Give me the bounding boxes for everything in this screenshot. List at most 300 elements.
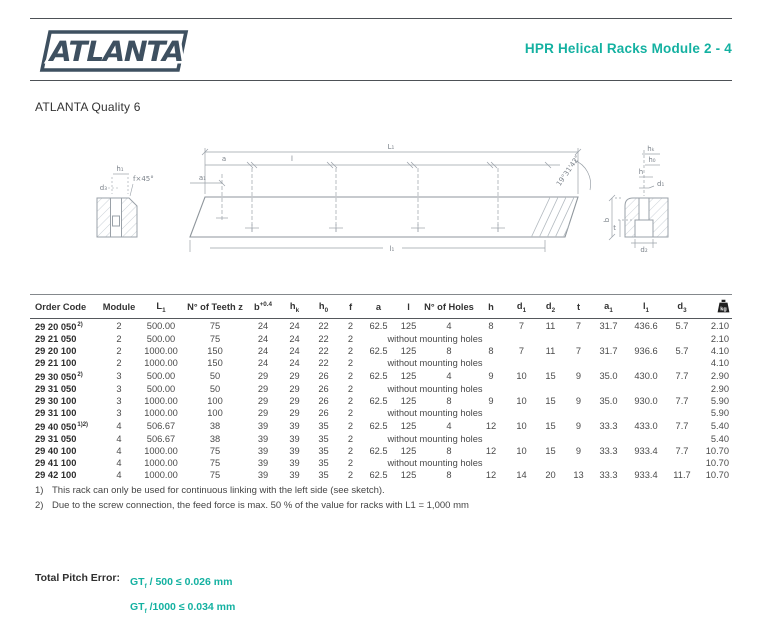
- column-header: $a_1$: [592, 295, 625, 319]
- cell-module: 3: [116, 408, 122, 419]
- dim-label-chamfer: f×45°: [133, 175, 154, 183]
- cell-b: 24: [257, 321, 269, 332]
- cell-h0: 22: [318, 346, 329, 357]
- cell-a1: 35.0: [599, 371, 618, 382]
- column-header: $h_0$: [309, 295, 338, 319]
- cell-a1: [592, 383, 625, 395]
- cell-L1: 500.00: [146, 371, 176, 382]
- cell-d3: [667, 407, 697, 419]
- cell-h: 12: [485, 470, 497, 481]
- cell-b: 39: [257, 458, 269, 469]
- cell-a: 62.5: [369, 396, 388, 407]
- cell-d2: 15: [545, 396, 556, 407]
- cell-teeth: 100: [207, 396, 223, 407]
- cell-h0: 35: [318, 434, 329, 445]
- cell-hk: 29: [289, 396, 300, 407]
- cell-a: 62.5: [369, 421, 388, 432]
- page-title: HPR Helical Racks Module 2 - 4: [524, 41, 732, 56]
- cell-d2: [536, 357, 565, 369]
- atlanta-logo: [33, 27, 193, 82]
- cell-a1: 31.7: [599, 321, 618, 332]
- cell-d1: 14: [516, 470, 527, 481]
- cell-h0: 35: [318, 421, 329, 432]
- cell-l: 125: [400, 421, 417, 432]
- cell-kg: 10.70: [705, 446, 729, 457]
- cell-module: 2: [116, 358, 122, 369]
- cell-d3: 11.7: [673, 470, 691, 481]
- cell-d3: [667, 433, 697, 445]
- cell-d3: 7.7: [675, 446, 689, 457]
- cell-kg: 10.70: [705, 458, 729, 469]
- cell-f: 2: [347, 346, 354, 357]
- cell-l: 125: [400, 346, 417, 357]
- cell-module: 4: [116, 470, 122, 481]
- cell-h0: 35: [318, 470, 329, 481]
- cell-kg: 2.10: [710, 321, 729, 332]
- cell-d3: 7.7: [675, 371, 689, 382]
- cell-l1: [625, 433, 667, 445]
- cell-h0: 35: [318, 446, 329, 457]
- spec-table-header-row: [30, 295, 732, 319]
- footnote-number: 2): [35, 499, 44, 511]
- cell-without-holes: without mounting holes: [387, 408, 483, 419]
- cell-d3: [667, 457, 697, 469]
- cell-a1: 33.3: [599, 446, 618, 457]
- cell-hk: 24: [289, 334, 300, 345]
- table-row: [30, 407, 732, 419]
- cell-t: 7: [575, 321, 582, 332]
- dim-label-d1: d₁: [657, 180, 665, 188]
- cell-module: 2: [116, 321, 122, 332]
- cell-order-code: 29 31 050: [35, 384, 77, 395]
- spec-table-container: [30, 294, 732, 481]
- cell-a1: 33.3: [599, 421, 618, 432]
- column-header: Module: [100, 295, 138, 319]
- cell-t: [565, 407, 592, 419]
- cell-L1: 1000.00: [144, 346, 178, 357]
- cell-module: 4: [116, 421, 122, 432]
- table-row: [30, 433, 732, 445]
- cell-a1: [592, 357, 625, 369]
- cell-b: 39: [257, 470, 269, 481]
- cell-l1: 933.4: [634, 470, 658, 481]
- cell-l1: [625, 407, 667, 419]
- cell-hk: 29: [289, 384, 300, 395]
- cell-l1: [625, 333, 667, 345]
- cell-holes: 4: [446, 321, 452, 332]
- cell-l: 125: [400, 396, 417, 407]
- pitch-error-line-1000: $GT_f$ /1000 ≤ 0.034 mm: [130, 601, 236, 616]
- dim-label-hk: hₖ: [647, 145, 655, 153]
- dim-label-a1: a₁: [198, 174, 206, 182]
- cell-a: 62.5: [369, 470, 388, 481]
- spec-table: [30, 294, 732, 481]
- cell-d1: [507, 407, 536, 419]
- table-row: [30, 457, 732, 469]
- dim-label-l: l: [291, 155, 293, 163]
- cell-L1: 500.00: [146, 384, 176, 395]
- cell-d2: [536, 333, 565, 345]
- cell-module: 2: [116, 334, 122, 345]
- cell-t: [565, 433, 592, 445]
- cell-d1: 7: [518, 321, 525, 332]
- cell-h0: 22: [318, 321, 329, 332]
- cell-b: 24: [257, 346, 269, 357]
- cell-order-code: 29 30 100: [35, 396, 77, 407]
- cell-kg: 5.90: [710, 396, 729, 407]
- cell-a1: [592, 333, 625, 345]
- cell-l1: 936.6: [634, 346, 658, 357]
- header-rule-top: [30, 18, 732, 19]
- cell-teeth: 150: [207, 346, 223, 357]
- cell-l1: 933.4: [634, 446, 658, 457]
- cell-l: 125: [400, 446, 417, 457]
- cell-a1: 31.7: [599, 346, 618, 357]
- cell-d1: 7: [518, 346, 525, 357]
- cell-f: 2: [347, 334, 354, 345]
- cell-t: [565, 383, 592, 395]
- logo-text: ATLANTA: [46, 35, 187, 68]
- cell-holes: 8: [446, 470, 452, 481]
- table-row: [30, 345, 732, 357]
- cell-L1: 1000.00: [144, 396, 178, 407]
- cell-without-holes: without mounting holes: [387, 384, 483, 395]
- column-header: $d_1$: [507, 295, 536, 319]
- table-row: [30, 369, 732, 383]
- cell-a: 62.5: [369, 321, 388, 332]
- cell-l1: 430.0: [634, 371, 658, 382]
- footnote-2: [35, 499, 469, 514]
- cell-h0: 26: [318, 384, 329, 395]
- pitch-error-label: Total Pitch Error:: [35, 572, 120, 584]
- cell-L1: 500.00: [146, 334, 176, 345]
- footnote-1: [35, 484, 469, 499]
- dim-label-L1: L₁: [387, 143, 395, 151]
- cell-a1: [592, 433, 625, 445]
- table-row: [30, 357, 732, 369]
- cell-module: 4: [116, 458, 122, 469]
- cell-holes: 4: [446, 371, 452, 382]
- cell-d1: 10: [516, 421, 527, 432]
- spec-table-body: [30, 319, 732, 482]
- cell-d2: 15: [545, 371, 556, 382]
- cell-holes: 8: [446, 346, 452, 357]
- dim-label-h1: h₁: [116, 165, 124, 173]
- cell-b: 39: [257, 421, 269, 432]
- cell-order-code: 29 31 050: [35, 434, 77, 445]
- cell-t: 13: [573, 470, 584, 481]
- cell-hk: 24: [289, 358, 300, 369]
- cell-t: 9: [575, 396, 582, 407]
- weight-kg-icon: [697, 295, 732, 319]
- footnotes: [35, 484, 469, 513]
- svg-text:kg: kg: [720, 306, 727, 313]
- cell-t: [565, 457, 592, 469]
- cell-d2: [536, 433, 565, 445]
- cell-teeth: 38: [209, 421, 221, 432]
- cell-order-code: 29 30 050$^{2)}$: [35, 372, 83, 383]
- cell-kg: 5.90: [710, 408, 729, 419]
- cell-d1: 10: [516, 446, 527, 457]
- cell-holes: 8: [446, 446, 452, 457]
- cell-L1: 506.67: [146, 434, 176, 445]
- table-row: [30, 395, 732, 407]
- cell-a: 62.5: [369, 346, 388, 357]
- cell-kg: 2.90: [710, 384, 729, 395]
- cell-d2: 20: [545, 470, 556, 481]
- cell-b: 39: [257, 434, 269, 445]
- cell-teeth: 50: [209, 384, 221, 395]
- cell-d1: [507, 457, 536, 469]
- dim-label-t: t: [613, 224, 616, 232]
- cell-a1: 35.0: [599, 396, 618, 407]
- cell-teeth: 100: [207, 408, 223, 419]
- cell-d1: 10: [516, 371, 527, 382]
- cell-l1: 930.0: [634, 396, 658, 407]
- cell-order-code: 29 41 100: [35, 458, 77, 469]
- cell-l1: [625, 383, 667, 395]
- cell-f: 2: [347, 458, 354, 469]
- cell-kg: 2.90: [710, 371, 729, 382]
- cell-module: 3: [116, 384, 122, 395]
- cell-d3: [667, 357, 697, 369]
- cell-module: 4: [116, 446, 122, 457]
- cell-holes: 4: [446, 421, 452, 432]
- cell-L1: 506.67: [146, 421, 176, 432]
- cell-d3: 5.7: [675, 346, 689, 357]
- column-header: h: [475, 295, 507, 319]
- cell-order-code: 29 21 050: [35, 334, 77, 345]
- header-rule-bottom: [30, 80, 732, 81]
- footnote-number: 1): [35, 485, 44, 496]
- cell-h0: 26: [318, 408, 329, 419]
- cell-hk: 39: [289, 434, 300, 445]
- quality-subtitle: ATLANTA Quality 6: [35, 100, 141, 114]
- cross-section-view: [609, 150, 668, 248]
- cell-d3: [667, 333, 697, 345]
- cell-teeth: 75: [209, 334, 221, 345]
- cell-d3: 7.7: [675, 421, 689, 432]
- cell-teeth: 38: [209, 434, 221, 445]
- cell-b: 29: [257, 396, 269, 407]
- cell-l: 125: [400, 470, 417, 481]
- cell-d2: 15: [545, 446, 556, 457]
- cell-L1: 1000.00: [144, 408, 178, 419]
- cell-a: 62.5: [369, 371, 388, 382]
- cell-L1: 1000.00: [144, 358, 178, 369]
- cell-t: [565, 357, 592, 369]
- cell-d2: [536, 383, 565, 395]
- column-header: $d_2$: [536, 295, 565, 319]
- cell-b: 29: [257, 371, 269, 382]
- cell-f: 2: [347, 384, 354, 395]
- cell-d1: [507, 357, 536, 369]
- column-header: f: [338, 295, 363, 319]
- cell-order-code: 29 31 100: [35, 408, 77, 419]
- cell-without-holes: without mounting holes: [387, 434, 483, 445]
- cell-a1: 33.3: [599, 470, 618, 481]
- cell-kg: 4.10: [710, 358, 729, 369]
- cell-b: 24: [257, 334, 269, 345]
- cell-t: 9: [575, 421, 582, 432]
- dim-label-b: b: [603, 217, 611, 223]
- cell-hk: 39: [289, 421, 300, 432]
- footnote-text: This rack can only be used for continuous linking with the left side (see sketch).: [52, 485, 385, 496]
- cell-order-code: 29 20 100: [35, 346, 77, 357]
- cell-h: 8: [488, 346, 494, 357]
- table-row: [30, 419, 732, 433]
- cell-kg: 10.70: [705, 470, 729, 481]
- dim-label-l1: l₁: [389, 245, 395, 253]
- cell-order-code: 29 42 100: [35, 470, 77, 481]
- column-header: N° of Holes: [423, 295, 475, 319]
- cell-h: 8: [488, 321, 494, 332]
- cell-a1: [592, 407, 625, 419]
- cell-d1: 10: [516, 396, 527, 407]
- cell-t: 9: [575, 446, 582, 457]
- cell-t: 9: [575, 371, 582, 382]
- cell-l1: 433.0: [634, 421, 658, 432]
- cell-teeth: 50: [209, 371, 221, 382]
- cell-L1: 500.00: [146, 321, 176, 332]
- cell-t: 7: [575, 346, 582, 357]
- helix-angle-label: 19°31'42": [554, 154, 582, 188]
- cell-a: 62.5: [369, 446, 388, 457]
- cell-order-code: 29 20 050$^{2)}$: [35, 322, 83, 333]
- cell-f: 2: [347, 434, 354, 445]
- cell-hk: 39: [289, 446, 300, 457]
- cell-h: 12: [485, 421, 497, 432]
- cell-without-holes: without mounting holes: [387, 458, 483, 469]
- cell-f: 2: [347, 371, 354, 382]
- cell-f: 2: [347, 358, 354, 369]
- table-row: [30, 333, 732, 345]
- cell-L1: 1000.00: [144, 458, 178, 469]
- cell-hk: 29: [289, 408, 300, 419]
- cell-d1: [507, 333, 536, 345]
- cell-d2: 15: [545, 421, 556, 432]
- cell-d2: 11: [545, 346, 556, 357]
- cell-l: 125: [400, 321, 417, 332]
- cell-kg: 5.40: [710, 434, 729, 445]
- column-header: Order Code: [30, 295, 100, 319]
- cell-without-holes: without mounting holes: [387, 334, 483, 345]
- cell-d3: [667, 383, 697, 395]
- cell-h: 9: [488, 371, 494, 382]
- cell-h: 12: [485, 446, 497, 457]
- cell-hk: 24: [289, 321, 300, 332]
- cell-order-code: 29 40 100: [35, 446, 77, 457]
- cell-d1: [507, 433, 536, 445]
- cell-f: 2: [347, 421, 354, 432]
- column-header: $d_3$: [667, 295, 697, 319]
- cell-module: 2: [116, 346, 122, 357]
- cell-b: 39: [257, 446, 269, 457]
- cell-b: 29: [257, 408, 269, 419]
- cell-f: 2: [347, 470, 354, 481]
- cell-teeth: 75: [209, 458, 221, 469]
- dim-label-d3: d₃: [99, 184, 107, 192]
- cell-teeth: 75: [209, 446, 221, 457]
- dim-label-d2: d₂: [640, 246, 648, 254]
- column-header: $b^{+0.4}$: [246, 295, 280, 319]
- cell-L1: 1000.00: [144, 446, 178, 457]
- cell-l1: [625, 457, 667, 469]
- cell-module: 3: [116, 371, 122, 382]
- cell-kg: 2.10: [710, 334, 729, 345]
- cell-d3: 7.7: [675, 396, 689, 407]
- pitch-error-line-500: $GT_f / 500 \le 0.026$ mm: [130, 576, 233, 591]
- cell-l: 125: [400, 371, 417, 382]
- cell-module: 3: [116, 396, 122, 407]
- column-header: a: [363, 295, 394, 319]
- cell-f: 2: [347, 321, 354, 332]
- table-row: [30, 469, 732, 481]
- cell-d3: 5.7: [675, 321, 689, 332]
- cell-h0: 22: [318, 358, 329, 369]
- cell-teeth: 75: [209, 470, 221, 481]
- cell-kg: 4.10: [710, 346, 729, 357]
- cell-b: 24: [257, 358, 269, 369]
- cell-teeth: 150: [207, 358, 223, 369]
- dim-label-a: a: [221, 155, 227, 163]
- column-header: N° of Teeth z: [184, 295, 246, 319]
- column-header: l: [394, 295, 423, 319]
- cell-h: 9: [488, 396, 494, 407]
- rack-side-view: [190, 148, 591, 252]
- cell-teeth: 75: [209, 321, 221, 332]
- column-header: t: [565, 295, 592, 319]
- cell-f: 2: [347, 396, 354, 407]
- cell-f: 2: [347, 408, 354, 419]
- table-row: [30, 319, 732, 334]
- column-header: $l_1$: [625, 295, 667, 319]
- cell-t: [565, 333, 592, 345]
- cell-l1: [625, 357, 667, 369]
- cell-hk: 39: [289, 458, 300, 469]
- cell-f: 2: [347, 446, 354, 457]
- cell-l1: 436.6: [634, 321, 658, 332]
- cell-holes: 8: [446, 396, 452, 407]
- cell-kg: 5.40: [710, 421, 729, 432]
- cell-a1: [592, 457, 625, 469]
- dim-label-h0: h₀: [648, 156, 656, 164]
- cell-module: 4: [116, 434, 122, 445]
- column-header: $h_k$: [280, 295, 309, 319]
- cell-d2: [536, 457, 565, 469]
- table-row: [30, 383, 732, 395]
- technical-drawing: [0, 130, 762, 300]
- cell-h0: 35: [318, 458, 329, 469]
- cell-L1: 1000.00: [144, 470, 178, 481]
- table-row: [30, 445, 732, 457]
- column-header: $L_1$: [138, 295, 184, 319]
- cell-without-holes: without mounting holes: [387, 358, 483, 369]
- cell-hk: 24: [289, 346, 300, 357]
- cell-hk: 39: [289, 470, 300, 481]
- cell-hk: 29: [289, 371, 300, 382]
- footnote-text: Due to the screw connection, the feed force is max. 50 % of the value for racks with L1 = 1,000 mm: [52, 499, 469, 511]
- cell-d2: [536, 407, 565, 419]
- cell-order-code: 29 40 050$^{1)2)}$: [35, 422, 89, 433]
- cell-h0: 22: [318, 334, 329, 345]
- cell-d2: 11: [545, 321, 556, 332]
- cell-h0: 26: [318, 371, 329, 382]
- cell-order-code: 29 21 100: [35, 358, 77, 369]
- dim-label-h: h: [638, 168, 644, 176]
- cell-h0: 26: [318, 396, 329, 407]
- cell-b: 29: [257, 384, 269, 395]
